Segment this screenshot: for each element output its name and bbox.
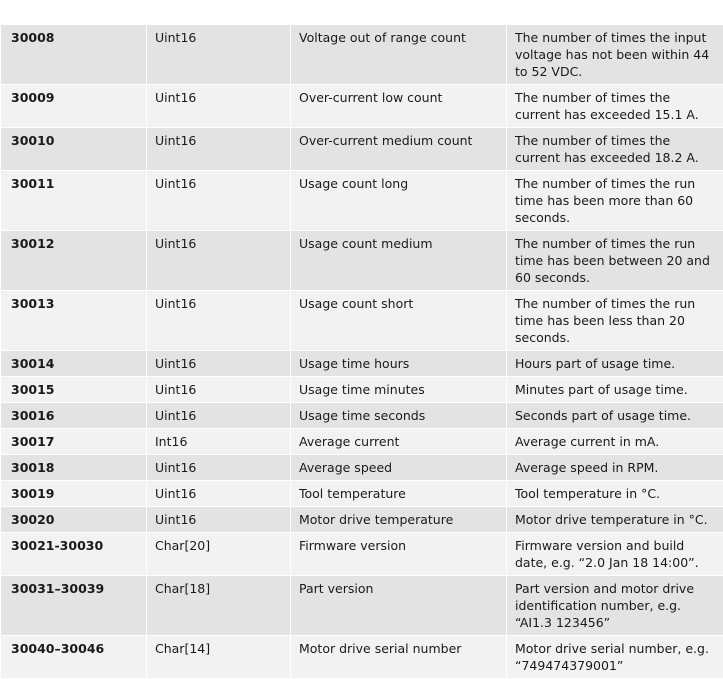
- register-type: Uint16: [147, 85, 291, 128]
- register-name: Usage count short: [291, 291, 507, 351]
- register-description: The number of times the run time has been less than 20 seconds.: [507, 291, 723, 351]
- register-table: [0, 24, 723, 679]
- register-description: Motor drive temperature in °C.: [507, 507, 723, 533]
- register-type: Uint16: [147, 455, 291, 481]
- register-description: The number of times the run time has been more than 60 seconds.: [507, 171, 723, 231]
- register-address: 30014: [1, 351, 147, 377]
- register-description: Hours part of usage time.: [507, 351, 723, 377]
- register-type: Uint16: [147, 25, 291, 85]
- register-description: The number of times the current has exceeded 15.1 A.: [507, 85, 723, 128]
- register-address: 30015: [1, 377, 147, 403]
- register-address: 30011: [1, 171, 147, 231]
- table-row: [1, 507, 723, 533]
- register-description: Average current in mA.: [507, 429, 723, 455]
- register-type: Char[14]: [147, 636, 291, 679]
- table-row: [1, 576, 723, 636]
- register-description: Tool temperature in °C.: [507, 481, 723, 507]
- register-description: Minutes part of usage time.: [507, 377, 723, 403]
- register-name: Usage count medium: [291, 231, 507, 291]
- table-row: [1, 291, 723, 351]
- register-address: 30009: [1, 85, 147, 128]
- register-name: Over-current low count: [291, 85, 507, 128]
- register-type: Uint16: [147, 507, 291, 533]
- register-address: 30008: [1, 25, 147, 85]
- table-row: [1, 25, 723, 85]
- register-type: Uint16: [147, 481, 291, 507]
- table-row: [1, 481, 723, 507]
- register-table-body: [1, 25, 723, 679]
- table-row: [1, 533, 723, 576]
- register-address: 30012: [1, 231, 147, 291]
- register-name: Tool temperature: [291, 481, 507, 507]
- register-address: 30013: [1, 291, 147, 351]
- register-type: Char[18]: [147, 576, 291, 636]
- register-address: 30020: [1, 507, 147, 533]
- register-name: Usage time seconds: [291, 403, 507, 429]
- table-row: [1, 636, 723, 679]
- register-name: Motor drive temperature: [291, 507, 507, 533]
- register-address: 30019: [1, 481, 147, 507]
- register-description: Seconds part of usage time.: [507, 403, 723, 429]
- register-address: 30017: [1, 429, 147, 455]
- table-row: [1, 455, 723, 481]
- register-description: The number of times the input voltage has not been within 44 to 52 VDC.: [507, 25, 723, 85]
- register-address: 30016: [1, 403, 147, 429]
- register-address: 30031–30039: [1, 576, 147, 636]
- register-type: Uint16: [147, 171, 291, 231]
- register-name: Average current: [291, 429, 507, 455]
- register-name: Firmware version: [291, 533, 507, 576]
- register-type: Uint16: [147, 128, 291, 171]
- table-row: [1, 403, 723, 429]
- register-type: Uint16: [147, 403, 291, 429]
- register-description: The number of times the run time has been between 20 and 60 seconds.: [507, 231, 723, 291]
- register-type: Uint16: [147, 231, 291, 291]
- table-row: [1, 377, 723, 403]
- register-name: Voltage out of range count: [291, 25, 507, 85]
- register-name: Over-current medium count: [291, 128, 507, 171]
- register-address: 30010: [1, 128, 147, 171]
- register-type: Uint16: [147, 351, 291, 377]
- register-type: Int16: [147, 429, 291, 455]
- table-row: [1, 429, 723, 455]
- table-row: [1, 231, 723, 291]
- table-row: [1, 128, 723, 171]
- register-type: Uint16: [147, 291, 291, 351]
- table-row: [1, 171, 723, 231]
- register-description: Average speed in RPM.: [507, 455, 723, 481]
- table-row: [1, 85, 723, 128]
- register-name: Usage time hours: [291, 351, 507, 377]
- register-type: Char[20]: [147, 533, 291, 576]
- register-name: Average speed: [291, 455, 507, 481]
- register-name: Usage count long: [291, 171, 507, 231]
- register-address: 30040–30046: [1, 636, 147, 679]
- register-description: Firmware version and build date, e.g. “2.0 Jan 18 14:00”.: [507, 533, 723, 576]
- register-description: The number of times the current has exceeded 18.2 A.: [507, 128, 723, 171]
- register-description: Part version and motor drive identification number, e.g. “AI1.3 123456”: [507, 576, 723, 636]
- register-name: Part version: [291, 576, 507, 636]
- table-row: [1, 351, 723, 377]
- register-description: Motor drive serial number, e.g. “749474379001”: [507, 636, 723, 679]
- register-address: 30021-30030: [1, 533, 147, 576]
- register-name: Motor drive serial number: [291, 636, 507, 679]
- register-name: Usage time minutes: [291, 377, 507, 403]
- register-type: Uint16: [147, 377, 291, 403]
- register-address: 30018: [1, 455, 147, 481]
